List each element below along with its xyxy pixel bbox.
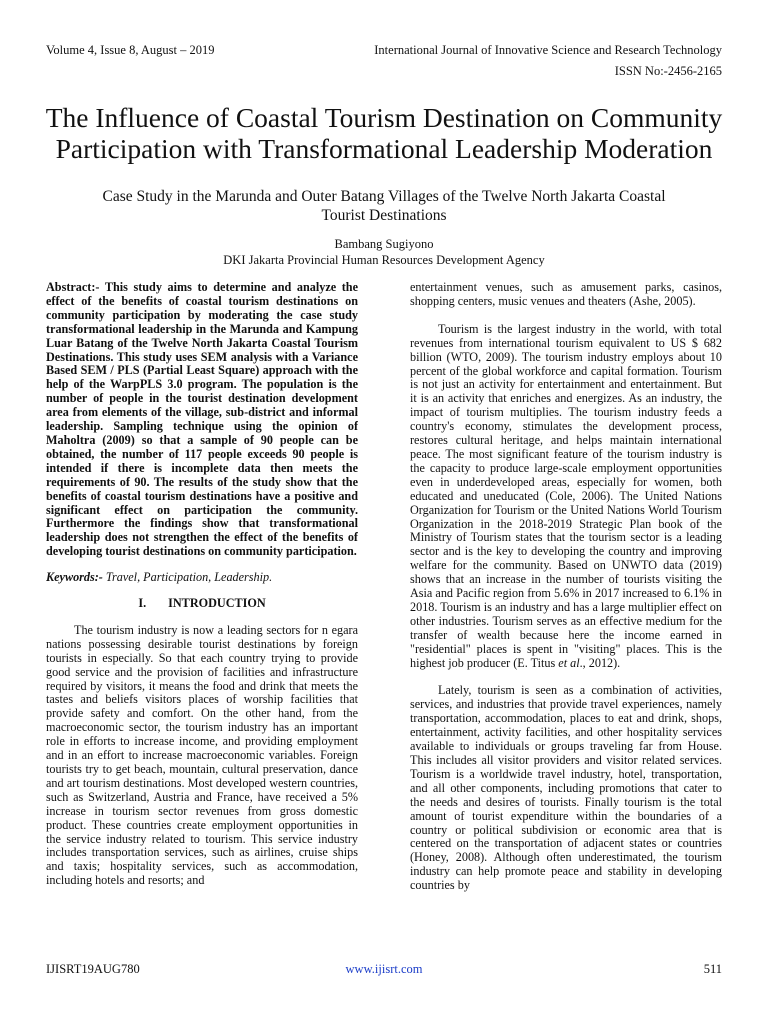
- lately-paragraph: Lately, tourism is seen as a combination of activities, services, and industries that provide travel experiences, namely transportation, accommodation, places to eat and drink, shops, entertainment, activity facilities, and other hospitality services available to individuals or groups traveling far from House. This includes all visitor providers and visitor related services. Tourism is a worldwide travel industry, hotel, transportation, and all other components, including promotions that cater to the needs and desires of tourists. Finally tourism is the total amount of tourist expenditure within the boundaries of a country or political subdivision or economic area that is centered on the transportation of adjacent states or countries (Honey, 2008). Although often underestimated, the tourism industry can help promote peace and stability in developing countries by: [410, 683, 722, 893]
- section-number: I.: [138, 596, 147, 611]
- intro-paragraph: The tourism industry is now a leading sectors for n egara nations possessing desirable tourist destinations by foreign tourists in especially. So that each country trying to provide good service and the provision of facilities and infrastructure required by visitors, it means the food and drink that meets the tastes and beliefs visitors places of worship facilities that provide safety and comfort. On the other hand, from the macroeconomic sector, the tourism industry has an important role in efforts to increase income, and providing employment and in an effort to increase macroeconomic variables. Foreign tourists try to get beach, mountain, cultural preservation, dance and art tourism destinations. Most developed western countries, such as Switzerland, Austria and France, have received a 5% increase in tourism sector revenues from gross domestic product. These countries create employment opportunities in the service industry related to tourism. This service industry includes transportation services, such as airlines, cruise ships and taxis; hospitality services, such as accommodation, including hotels and resorts; and: [46, 622, 358, 888]
- tourism-paragraph: [410, 323, 722, 671]
- page-number: 511: [703, 962, 722, 976]
- section-heading: [46, 597, 358, 611]
- author-affiliation: DKI Jakarta Provincial Human Resources Development Agency: [223, 253, 545, 267]
- journal-name: International Journal of Innovative Science and Research Technology: [374, 43, 722, 57]
- paper-title: The Influence of Coastal Tourism Destination on Community Participation with Transformational Leadership Moderation: [45, 102, 723, 165]
- tourism-paragraph-text: Tourism is the largest industry in the world, with total revenues from international tourism equivalent to US $ 682 billion (WTO, 2009). The tourism industry employs about 10 percent of the global workforce and capital formation. Tourism is not just an activity for entertainment and entertainment. But it is an activity that enriches and energizes. As an industry, the impact of tourism multiplies. The tourism industry feeds a country's economy, stimulates the development process, restores cultural heritage, and helps maintain international peace. The most significant feature of the tourism industry is the capacity to produce large-scale employment opportunities even in underdeveloped areas, especially for women, both educated and uneducated (Cole, 2006). The United Nations Organization for Tourism or the United Nations World Tourism Organization in the 2018-2019 Strategic Plan book of the Ministry of Tourism states that the tourism sector is a leading sector and is the key to developing the country and improving welfare for the community. Based on UNWTO data (2019) shows that an increase in the number of tourists visiting the Asia and Pacific region from 5.6% in 2017 increased to 6.1% in 2018. Tourism is an industry and has a large multiplier effect on other industries. Tourism serves as an effective medium for the transfer of wealth because here the income earned in "residential" places is spent in "visiting" places. This is the highest job producer (E. Titus: [410, 321, 722, 670]
- left-column: [46, 281, 358, 951]
- volume-issue: Volume 4, Issue 8, August – 2019: [46, 43, 215, 57]
- journal-url-link[interactable]: www.ijisrt.com: [345, 962, 423, 976]
- paper-subtitle: Case Study in the Marunda and Outer Batang Villages of the Twelve North Jakarta Coastal Tourist Destinations: [102, 188, 666, 224]
- issn: ISSN No:-2456-2165: [614, 64, 722, 78]
- paper-code: IJISRT19AUG780: [46, 962, 140, 976]
- continued-paragraph: entertainment venues, such as amusement parks, casinos, shopping centers, music venues and theaters (Ashe, 2005).: [410, 281, 722, 308]
- right-column: [410, 281, 722, 951]
- citation-end: ., 2012).: [579, 655, 621, 670]
- keywords-label: Keywords:-: [46, 570, 103, 585]
- keywords: [46, 571, 358, 585]
- keywords-text: Travel, Participation, Leadership.: [105, 570, 273, 585]
- abstract: Abstract:- This study aims to determine and analyze the effect of the benefits of coastal tourism destinations on community participation by moderating the case study transformational leadership in the Marunda and Kampung Luar Batang of the Twelve North Jakarta Coastal Tourism Destinations. This study uses SEM analysis with a Variance Based SEM / PLS (Partial Least Square) approach with the help of the WarpPLS 3.0 program. The population is the number of people in the tourist destination development area from elements of the village, sub-district and informal leadership. Sampling technique using the opinion of Maholtra (2009) so that a sample of 90 people can be obtained, the number of 117 people exceeds 90 people is intended if there is incomplete data then meets the requirements of 90. The results of the study show that the benefits of coastal tourism destinations have a positive and significant effect on participation the community. Furthermore the findings show that transformational leadership does not strengthen the effect of the benefits of developing tourist destinations on community participation.: [46, 281, 358, 559]
- author-name: Bambang Sugiyono: [334, 237, 434, 251]
- section-title: INTRODUCTION: [168, 596, 266, 611]
- citation-italic: et al: [558, 655, 580, 670]
